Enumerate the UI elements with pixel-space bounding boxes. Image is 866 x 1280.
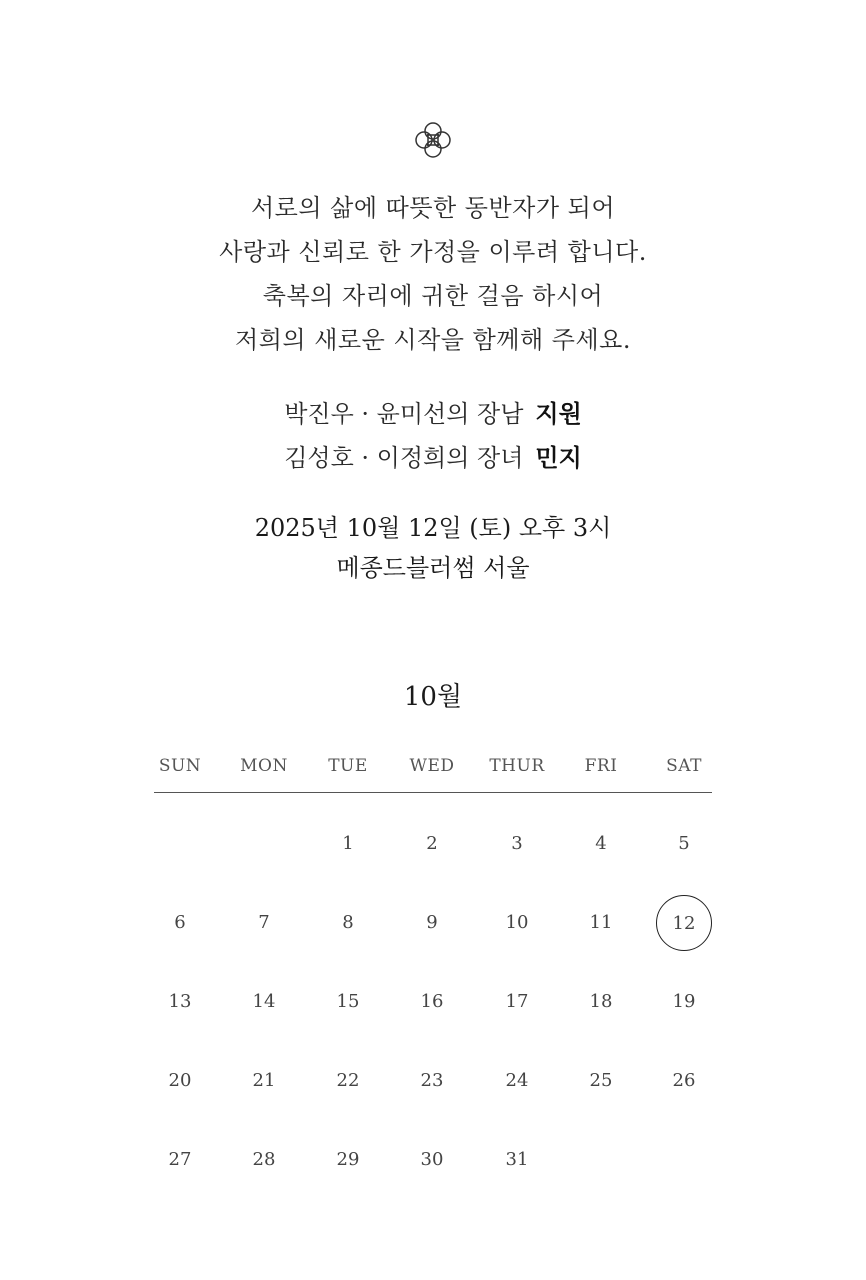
calendar-day: 28 [252, 1149, 276, 1170]
calendar-day: 9 [426, 912, 438, 933]
message-line: 저희의 새로운 시작을 함께해 주세요. [235, 326, 631, 354]
calendar-day: 4 [595, 833, 607, 854]
calendar-weekday-header [154, 756, 712, 793]
weekday-thur: THUR [489, 756, 545, 776]
calendar-day: 29 [336, 1149, 360, 1170]
calendar-day: 26 [672, 1070, 696, 1091]
calendar-day: 22 [336, 1070, 360, 1091]
event-venue: 메종드블러썸 서울 [336, 554, 530, 582]
weekday-mon: MON [240, 756, 288, 776]
calendar-day: 30 [420, 1149, 444, 1170]
calendar-day: 15 [336, 991, 360, 1012]
invitation-message [0, 186, 866, 362]
bride-family-row [0, 436, 866, 480]
groom-parents: 박진우 · 윤미선의 장남 [284, 400, 524, 428]
calendar-month-title: 10월 [403, 682, 463, 712]
message-line: 사랑과 신뢰로 한 가정을 이루려 합니다. [219, 238, 647, 266]
calendar-day: 19 [672, 991, 696, 1012]
calendar-day: 1 [342, 833, 354, 854]
calendar-day: 16 [420, 991, 444, 1012]
calendar-day: 6 [174, 912, 186, 933]
calendar-day: 2 [426, 833, 438, 854]
calendar-day: 27 [168, 1149, 192, 1170]
calendar-day: 3 [511, 833, 523, 854]
weekday-fri: FRI [584, 756, 618, 776]
calendar-day: 13 [168, 991, 192, 1012]
calendar-day: 20 [168, 1070, 192, 1091]
family-info [0, 392, 866, 480]
calendar-day: 18 [589, 991, 613, 1012]
calendar-day: 31 [505, 1149, 529, 1170]
calendar-day: 10 [505, 912, 529, 933]
calendar-day-selected: 12 [656, 895, 712, 951]
message-line: 서로의 삶에 따뜻한 동반자가 되어 [250, 194, 616, 222]
calendar-day: 11 [589, 912, 613, 933]
calendar-day: 21 [252, 1070, 276, 1091]
bride-name: 민지 [535, 443, 582, 472]
event-datetime: 2025년 10월 12일 (토) 오후 3시 [254, 514, 612, 542]
knot-flower-icon [413, 120, 453, 160]
calendar-day: 25 [589, 1070, 613, 1091]
groom-name: 지원 [535, 399, 582, 428]
calendar-day: 17 [505, 991, 529, 1012]
event-info [0, 508, 866, 588]
calendar-day: 24 [505, 1070, 529, 1091]
weekday-tue: TUE [328, 756, 368, 776]
calendar-day: 14 [252, 991, 276, 1012]
weekday-sun: SUN [158, 756, 202, 776]
calendar-day: 7 [258, 912, 270, 933]
message-line: 축복의 자리에 귀한 걸음 하시어 [262, 282, 604, 310]
bride-parents: 김성호 · 이정희의 장녀 [284, 444, 524, 472]
weekday-wed: WED [409, 756, 455, 776]
calendar-day: 23 [420, 1070, 444, 1091]
calendar-day: 8 [342, 912, 354, 933]
weekday-sat: SAT [666, 756, 702, 776]
groom-family-row [0, 392, 866, 436]
calendar-grid [0, 804, 866, 1224]
calendar-day: 5 [678, 833, 690, 854]
